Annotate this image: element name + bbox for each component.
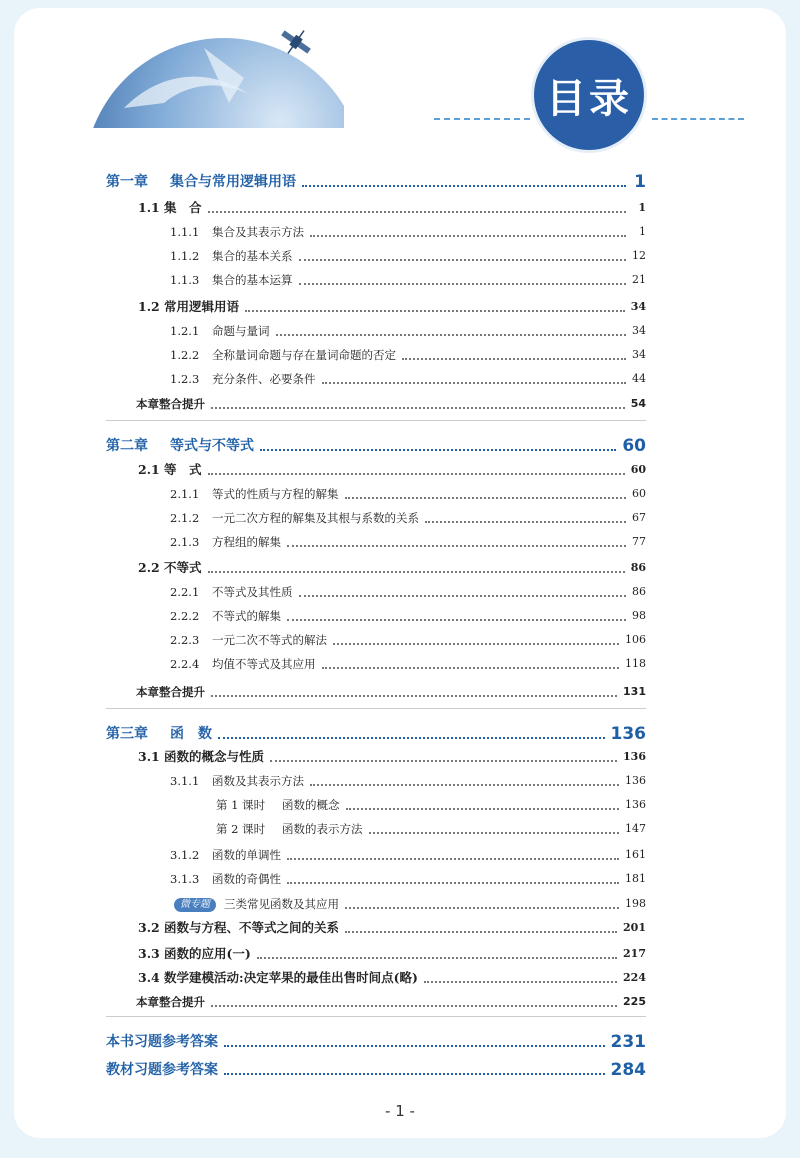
toc-entry-page: 136 [625, 798, 646, 811]
toc-entry-page: 54 [630, 397, 646, 410]
toc-entry-section[interactable] [138, 970, 646, 986]
toc-entry-section[interactable] [138, 299, 646, 315]
toc-entry-sub[interactable] [170, 632, 646, 648]
toc-entry-page: 106 [625, 633, 646, 646]
toc-entry-page: 44 [632, 372, 646, 385]
toc-entry-number: 1.2.3 [170, 372, 200, 386]
toc-entry-number: 1.1.2 [170, 249, 200, 263]
dot-leader [299, 259, 627, 261]
toc-entry-number: 第二章 [106, 438, 148, 454]
toc-entry-page: 60 [630, 463, 646, 476]
toc-entry-page: 217 [623, 947, 646, 960]
toc-entry-sub[interactable] [170, 608, 646, 624]
toc-entry-title: 教材习题参考答案 [106, 1062, 218, 1078]
toc-entry-chapter[interactable] [106, 172, 646, 192]
micro-topic-badge: 微专题 [174, 898, 216, 912]
dot-leader [287, 619, 626, 621]
toc-entry-title: 函数的概念与性质 [164, 749, 265, 764]
toc-entry-number: 3.1.3 [170, 872, 200, 886]
toc-page [14, 8, 786, 1138]
toc-entry-number: 2.1.1 [170, 487, 200, 501]
toc-entry-page: 225 [623, 995, 646, 1008]
dot-leader [270, 760, 617, 762]
toc-entry-page: 161 [625, 848, 646, 861]
toc-entry-number: 1.2.2 [170, 348, 200, 362]
toc-entry-number: 第三章 [106, 726, 148, 742]
toc-entry-page: 131 [623, 685, 646, 698]
toc-entry-section[interactable] [138, 946, 646, 962]
toc-entry-title: 函 数 [170, 726, 212, 742]
toc-entry-title: 一元二次不等式的解法 [212, 633, 327, 647]
toc-entry-title: 数学建模活动:决定苹果的最佳出售时间点(略) [164, 970, 418, 985]
dot-leader [302, 185, 626, 187]
toc-entry-page: 34 [632, 348, 646, 361]
toc-entry-page: 136 [625, 774, 646, 787]
toc-entry-sub[interactable] [170, 584, 646, 600]
toc-entry-title: 函数的应用(一) [164, 946, 251, 961]
toc-entry-page: 86 [632, 585, 646, 598]
toc-entry-page: 60 [632, 487, 646, 500]
dot-leader [402, 358, 626, 360]
toc-entry-number: 第一章 [106, 174, 148, 190]
dot-leader [299, 595, 627, 597]
toc-entry-number: 3.1 [138, 749, 160, 764]
toc-entry-summary[interactable] [136, 396, 646, 412]
toc-entry-page: 67 [632, 511, 646, 524]
toc-entry-page: 136 [623, 750, 646, 763]
toc-entry-number: 第 1 课时 [216, 798, 266, 812]
toc-entry-title: 本章整合提升 [136, 685, 205, 699]
toc-entry-number: 2.2.4 [170, 657, 200, 671]
toc-entry-sub[interactable] [170, 323, 646, 339]
dot-leader [425, 521, 626, 523]
chapter-divider [106, 420, 646, 421]
toc-entry-title: 集合与常用逻辑用语 [170, 174, 296, 190]
toc-entry-number: 1.1.3 [170, 273, 200, 287]
toc-entry-page: 136 [610, 724, 646, 744]
toc-entry-title: 函数的概念 [282, 798, 340, 812]
toc-entry-number: 2.1.2 [170, 511, 200, 525]
toc-entry-number: 1.1 [138, 200, 160, 215]
toc-entry-title: 本书习题参考答案 [106, 1034, 218, 1050]
toc-entry-lesson[interactable] [216, 797, 646, 813]
toc-entry-number: 1.1.1 [170, 225, 200, 239]
toc-entry-sub[interactable] [170, 847, 646, 863]
toc-entry-number: 3.3 [138, 946, 160, 961]
dot-leader [287, 858, 619, 860]
toc-entry-page: 147 [625, 822, 646, 835]
toc-entry-page: 86 [630, 561, 646, 574]
toc-entry-sub[interactable] [170, 248, 646, 264]
toc-entry-lesson[interactable] [216, 821, 646, 837]
toc-entry-chapter[interactable] [106, 436, 646, 456]
toc-entry-title: 本章整合提升 [136, 995, 205, 1009]
toc-entry-section[interactable] [138, 462, 646, 478]
toc-entry-title: 不等式的解集 [212, 609, 281, 623]
dot-leader [310, 235, 626, 237]
toc-entry-title: 方程组的解集 [212, 535, 281, 549]
dot-leader [322, 667, 620, 669]
toc-entry-chapter[interactable] [106, 1032, 646, 1052]
dot-leader [276, 334, 627, 336]
header-rule-right [652, 118, 744, 120]
toc-entry-page: 34 [630, 300, 646, 313]
toc-entry-title: 集合的基本关系 [212, 249, 293, 263]
page-title: 目录 [534, 40, 644, 150]
dot-leader [424, 981, 617, 983]
dot-leader [345, 497, 627, 499]
toc-entry-page: 98 [632, 609, 646, 622]
toc-entry-page: 231 [610, 1032, 646, 1052]
toc-entry-number: 2.2.1 [170, 585, 200, 599]
toc-entry-page: 118 [625, 657, 646, 670]
toc-entry-title: 集 合 [164, 200, 202, 215]
dot-leader [224, 1073, 605, 1075]
toc-entry-title: 集合的基本运算 [212, 273, 293, 287]
toc-entry-page: 1 [639, 225, 646, 238]
chapter-divider [106, 708, 646, 709]
toc-entry-number: 2.1.3 [170, 535, 200, 549]
dot-leader [369, 832, 620, 834]
toc-entry-summary[interactable] [136, 684, 646, 700]
dot-leader [211, 1005, 617, 1007]
dot-leader [345, 931, 617, 933]
toc-entry-title: 等式的性质与方程的解集 [212, 487, 339, 501]
toc-entry-page: 34 [632, 324, 646, 337]
dot-leader [208, 211, 626, 213]
toc-entry-sub[interactable] [170, 871, 646, 887]
toc-entry-title: 不等式 [164, 560, 202, 575]
toc-entry-number: 2.2 [138, 560, 160, 575]
dot-leader [211, 407, 625, 409]
toc-entry-number: 3.1.1 [170, 774, 200, 788]
page-number: - 1 - [385, 1102, 415, 1120]
dot-leader [287, 545, 626, 547]
dot-leader [245, 310, 625, 312]
toc-entry-title: 函数的奇偶性 [212, 872, 281, 886]
toc-entry-number: 3.1.2 [170, 848, 200, 862]
toc-entry-number: 1.2 [138, 299, 160, 314]
toc-entry-title: 等 式 [164, 462, 202, 477]
toc-entry-sub[interactable] [170, 486, 646, 502]
toc-entry-title: 函数与方程、不等式之间的关系 [164, 920, 340, 935]
toc-entry-page: 181 [625, 872, 646, 885]
dot-leader [287, 882, 619, 884]
toc-entry-sub[interactable] [170, 773, 646, 789]
toc-entry-title: 一元二次方程的解集及其根与系数的关系 [212, 511, 419, 525]
dot-leader [346, 808, 620, 810]
toc-entry-sub[interactable] [170, 656, 646, 672]
toc-entry-page: 12 [632, 249, 646, 262]
toc-entry-title: 集合及其表示方法 [212, 225, 304, 239]
toc-entry-chapter[interactable] [106, 724, 646, 744]
toc-entry-number: 3.4 [138, 970, 160, 985]
toc-entry-page: 224 [623, 971, 646, 984]
toc-entry-number: 1.2.1 [170, 324, 200, 338]
toc-entry-sub[interactable] [170, 510, 646, 526]
toc-entry-section[interactable] [138, 560, 646, 576]
toc-entry-title: 等式与不等式 [170, 438, 254, 454]
toc-entry-title: 常用逻辑用语 [164, 299, 240, 314]
toc-entry-section[interactable] [138, 200, 646, 216]
toc-entry-number: 2.2.2 [170, 609, 200, 623]
toc-entry-title: 三类常见函数及其应用 [224, 897, 339, 911]
toc-entry-number: 2.2.3 [170, 633, 200, 647]
dot-leader [345, 907, 619, 909]
dot-leader [208, 571, 625, 573]
dot-leader [260, 449, 616, 451]
toc-entry-page: 21 [632, 273, 646, 286]
toc-entry-topic[interactable] [174, 896, 646, 912]
dot-leader [218, 737, 605, 739]
toc-entry-page: 284 [610, 1060, 646, 1080]
toc-entry-title: 充分条件、必要条件 [212, 372, 316, 386]
toc-entry-section[interactable] [138, 920, 646, 936]
toc-entry-page: 1 [638, 201, 646, 214]
toc-entry-number: 第 2 课时 [216, 822, 266, 836]
toc-entry-page: 77 [632, 535, 646, 548]
chapter-divider [106, 1016, 646, 1017]
toc-entry-sub[interactable] [170, 224, 646, 240]
toc-entry-page: 198 [625, 897, 646, 910]
toc-entry-sub[interactable] [170, 272, 646, 288]
dot-leader [333, 643, 619, 645]
dot-leader [322, 382, 627, 384]
dot-leader [224, 1045, 605, 1047]
toc-entry-title: 命题与量词 [212, 324, 270, 338]
toc-entry-chapter[interactable] [106, 1060, 646, 1080]
toc-entry-title: 全称量词命题与存在量词命题的否定 [212, 348, 396, 362]
dot-leader [211, 695, 617, 697]
toc-entry-number: 3.2 [138, 920, 160, 935]
dot-leader [299, 283, 627, 285]
toc-entry-title: 函数及其表示方法 [212, 774, 304, 788]
dot-leader [257, 957, 617, 959]
toc-entry-title: 均值不等式及其应用 [212, 657, 316, 671]
dot-leader [208, 473, 625, 475]
globe-illustration [14, 8, 344, 128]
toc-entry-title: 函数的表示方法 [282, 822, 363, 836]
toc-entry-section[interactable] [138, 749, 646, 765]
toc-entry-page: 1 [634, 172, 646, 192]
header-rule-left [434, 118, 530, 120]
toc-entry-sub[interactable] [170, 534, 646, 550]
toc-entry-title: 函数的单调性 [212, 848, 281, 862]
toc-entry-page: 201 [623, 921, 646, 934]
toc-entry-page: 60 [622, 436, 646, 456]
toc-entry-title: 不等式及其性质 [212, 585, 293, 599]
toc-entry-sub[interactable] [170, 347, 646, 363]
toc-entry-title: 本章整合提升 [136, 397, 205, 411]
toc-entry-summary[interactable] [136, 994, 646, 1010]
dot-leader [310, 784, 619, 786]
toc-entry-number: 2.1 [138, 462, 160, 477]
toc-entry-sub[interactable] [170, 371, 646, 387]
